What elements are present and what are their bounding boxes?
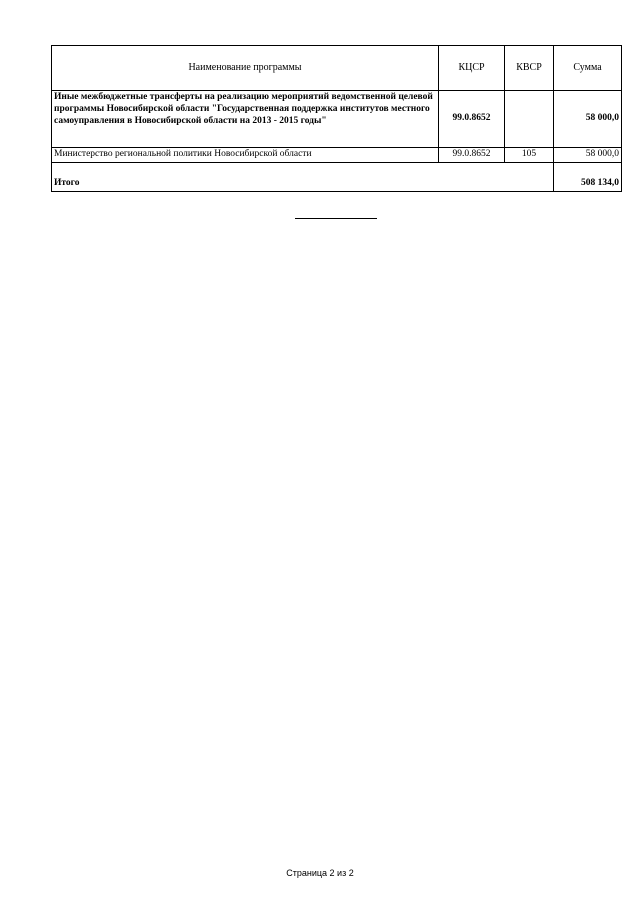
header-kcsr: КЦСР [439,46,505,91]
header-sum: Сумма [554,46,622,91]
total-sum-cell: 508 134,0 [554,162,622,191]
program-sum-cell: 58 000,0 [554,91,622,148]
table-row-total [52,162,622,191]
table-row-ministry [52,148,622,163]
page-number-label: Страница 2 из 2 [286,868,354,878]
program-kvsr-cell [505,91,554,148]
ministry-kcsr-cell: 99.0.8652 [439,148,505,163]
ministry-sum-cell: 58 000,0 [554,148,622,163]
table-row-program [52,91,622,148]
header-program-name: Наименование программы [52,46,439,91]
header-kvsr: КВСР [505,46,554,91]
budget-table [51,45,622,192]
table-header-row [52,46,622,91]
program-name-cell: Иные межбюджетные трансферты на реализацию мероприятий ведомственной целевой программы Новосибирской области "Государственная поддержка институтов местного самоуправления в Новосибирской области на 2013 - 2015 годы" [52,91,439,148]
program-kcsr-cell: 99.0.8652 [439,91,505,148]
separator-line [295,218,377,219]
ministry-name-cell: Министерство региональной политики Новосибирской области [52,148,439,163]
total-label-cell: Итого [52,162,554,191]
ministry-kvsr-cell: 105 [505,148,554,163]
page-footer [0,868,640,878]
